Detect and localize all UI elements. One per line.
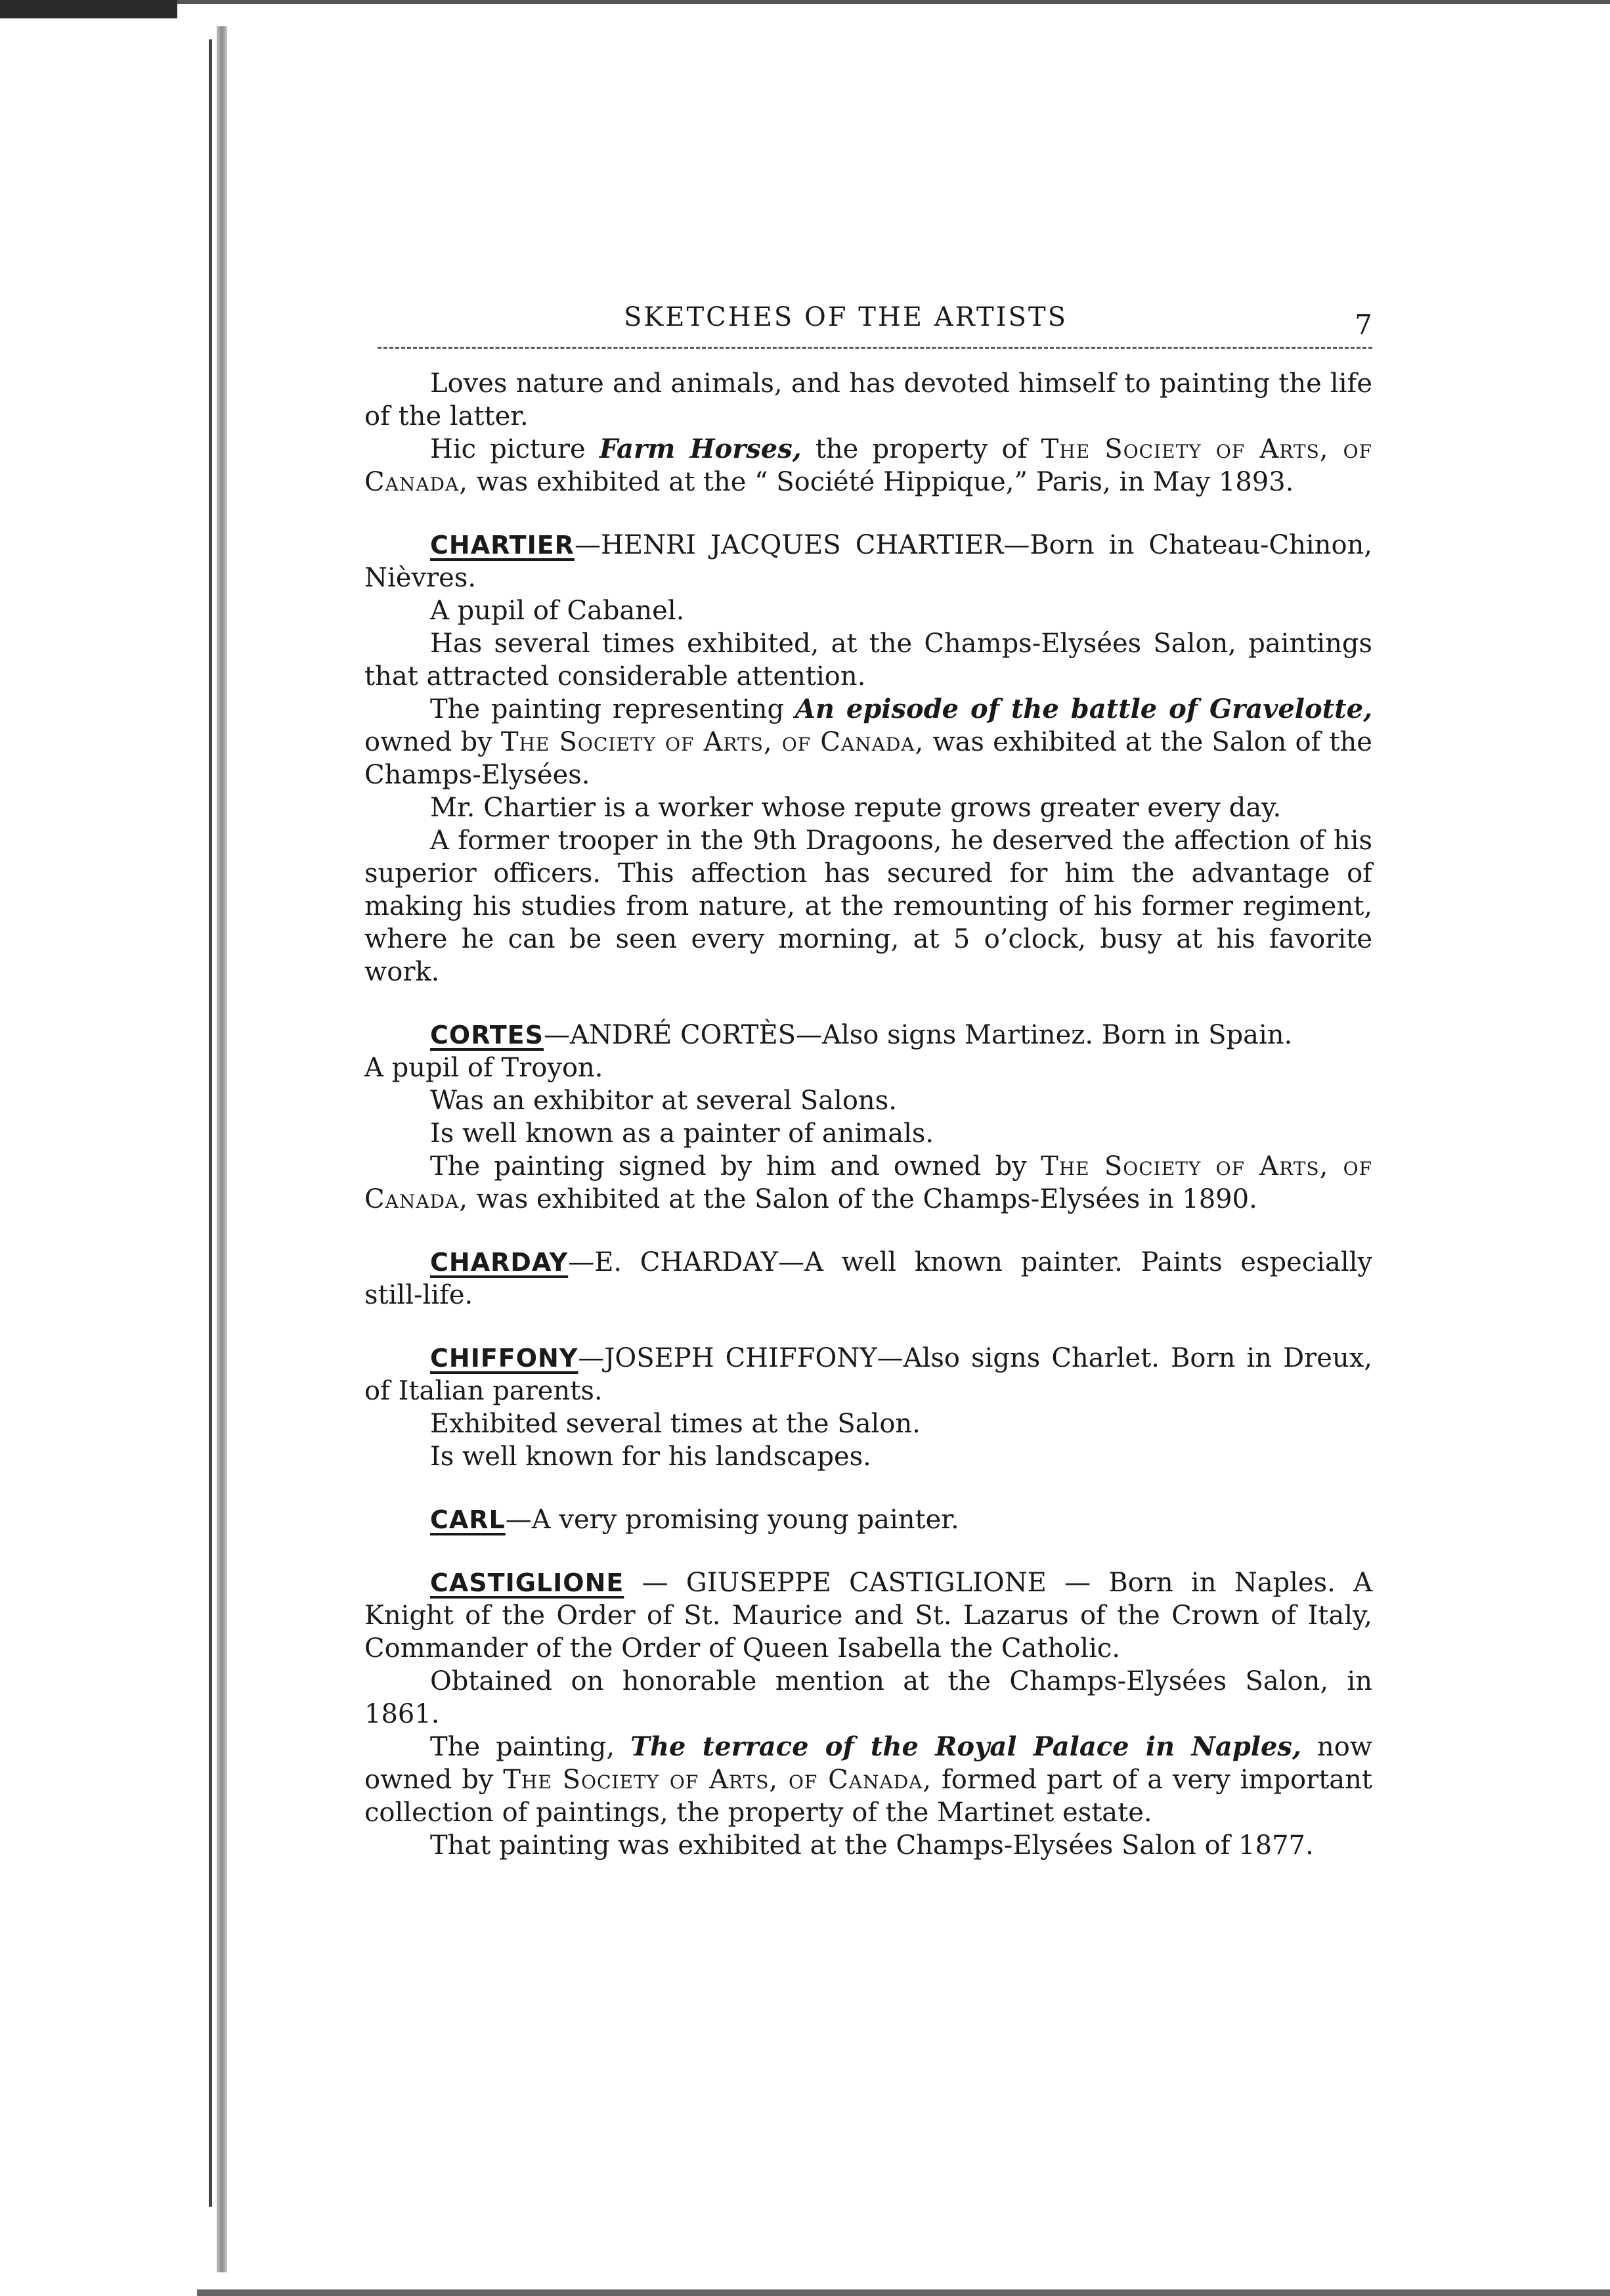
- entry-castiglione: [364, 1566, 1372, 1862]
- artist-name: CHIFFONY: [430, 1344, 578, 1373]
- society-name: The Society of Arts, of Canada,: [364, 1151, 1372, 1214]
- entry-chiffony: [364, 1342, 1372, 1473]
- intro-paragraph-2: Hic picture Farm Horses, the property of The Society of Arts, of Canada, was exhibited at the “ Société Hippique,” Paris, in May 1893.: [364, 433, 1373, 497]
- society-name: The Society of Arts, of Canada,: [364, 434, 1373, 497]
- entry-cortes: [364, 1019, 1372, 1216]
- header-rule: [378, 347, 1372, 349]
- artwork-title: An episode of the battle of Gravelotte,: [794, 694, 1373, 724]
- entry-heading: CHIFFONY—JOSEPH CHIFFONY—Also signs Charlet. Born in Dreux, of Italian parents.: [364, 1343, 1372, 1406]
- scan-edge-bottom: [197, 2289, 1610, 2296]
- page-gutter: [217, 26, 227, 2272]
- page-number: 7: [1355, 309, 1372, 341]
- entry-paragraph: Was an exhibitor at several Salons.: [430, 1086, 897, 1116]
- entry-heading: CORTES—ANDRÉ CORTÈS—Also signs Martinez. Born in Spain.: [430, 1020, 1293, 1050]
- entry-paragraph: The painting representing An episode of the battle of Gravelotte, owned by The Society of Arts, of Canada, was exhibited at the Salon of the Champs-Elysées.: [364, 694, 1373, 790]
- scan-edge-top: [177, 0, 1610, 4]
- book-page: [364, 289, 1372, 1862]
- entry-paragraph: The painting, The terrace of the Royal Palace in Naples, now owned by The Society of Arts, of Canada, formed part of a very important collection of paintings, the property of the Martinet estate.: [364, 1731, 1373, 1828]
- running-head: [364, 289, 1372, 341]
- artist-name: CASTIGLIONE: [430, 1568, 624, 1597]
- entry-paragraph: Has several times exhibited, at the Champs-Elysées Salon, paintings that attracted considerable attention.: [364, 629, 1372, 692]
- entry-paragraph: A former trooper in the 9th Dragoons, he deserved the affection of his superior officers. This affection has secured for him the advantage of making his studies from nature, at the remounting of his former regiment, where he can be seen every morning, at 5 o’clock, busy at his favorite work.: [364, 826, 1372, 987]
- entry-charday: [364, 1246, 1372, 1312]
- intro-entry: [364, 367, 1372, 498]
- artist-name: CHARDAY: [430, 1248, 569, 1277]
- entry-paragraph: Exhibited several times at the Salon.: [430, 1409, 921, 1439]
- intro-paragraph-1: Loves nature and animals, and has devoted himself to painting the life of the latter.: [364, 368, 1372, 431]
- artwork-title: Farm Horses,: [599, 433, 802, 464]
- entry-carl: [364, 1503, 1372, 1536]
- entry-paragraph: That painting was exhibited at the Champs-Elysées Salon of 1877.: [430, 1830, 1314, 1861]
- entry-heading: CHARDAY—E. CHARDAY—A well known painter. Paints especially still-life.: [364, 1247, 1372, 1310]
- society-name: The Society of Arts, of Canada,: [503, 1765, 932, 1795]
- entry-heading: CARL—A very promising young painter.: [430, 1505, 959, 1535]
- binding-shadow: [209, 39, 212, 2207]
- entry-paragraph: Obtained on honorable mention at the Champs-Elysées Salon, in 1861.: [364, 1666, 1372, 1729]
- artist-name: CHARTIER: [430, 531, 575, 560]
- scan-edge-top-left: [0, 0, 177, 18]
- entry-heading: CHARTIER—HENRI JACQUES CHARTIER—Born in Chateau-Chinon, Nièvres.: [364, 530, 1372, 593]
- entry-paragraph: The painting signed by him and owned by The Society of Arts, of Canada, was exhibited at the Salon of the Champs-Elysées in 1890.: [364, 1151, 1372, 1214]
- entry-paragraph: A pupil of Troyon.: [364, 1053, 603, 1083]
- running-title: SKETCHES OF THE ARTISTS: [624, 302, 1068, 332]
- entry-paragraph: Is well known as a painter of animals.: [430, 1118, 934, 1149]
- entry-heading: CASTIGLIONE — GIUSEPPE CASTIGLIONE — Born in Naples. A Knight of the Order of St. Maurice and St. Lazarus of the Crown of Italy, Commander of the Order of Queen Isabella the Catholic.: [364, 1568, 1372, 1664]
- entry-paragraph: A pupil of Cabanel.: [430, 596, 685, 626]
- entry-paragraph: Is well known for his landscapes.: [430, 1442, 871, 1472]
- entry-chartier: [364, 529, 1372, 988]
- artwork-title: The terrace of the Royal Palace in Naples,: [630, 1731, 1301, 1762]
- artist-name: CARL: [430, 1505, 506, 1534]
- entry-paragraph: Mr. Chartier is a worker whose repute grows greater every day.: [430, 793, 1282, 823]
- society-name: The Society of Arts, of Canada,: [500, 727, 925, 757]
- artist-name: CORTES: [430, 1021, 544, 1049]
